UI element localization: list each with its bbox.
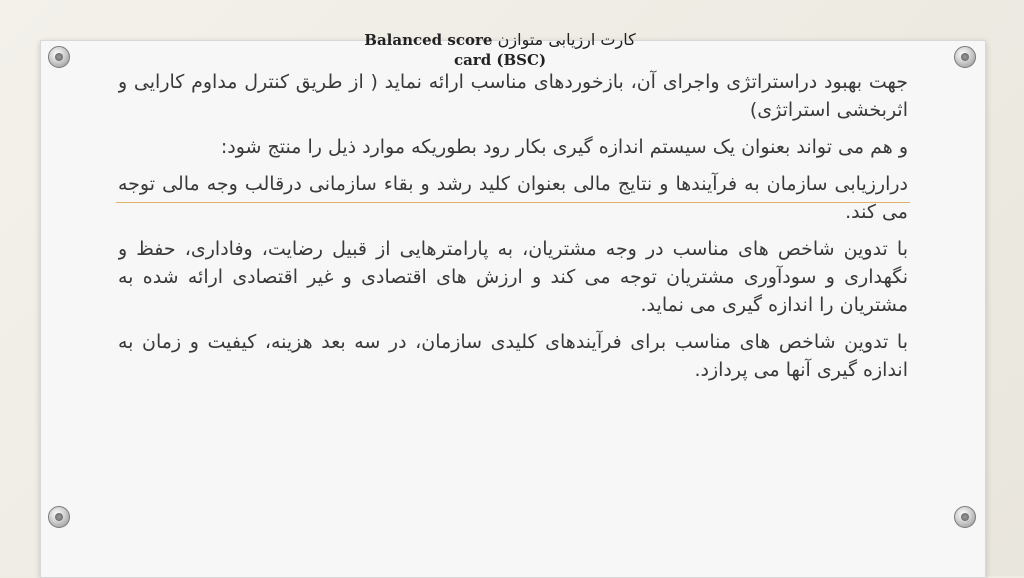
title-english-part2: card (BSC): [453, 51, 547, 69]
rivet-icon: [48, 506, 70, 528]
slide-title: [250, 30, 750, 70]
paragraph: درارزیابی سازمان به فرآیندها و نتایج مالی بعنوان کلید رشد و بقاء سازمانی درقالب وجه مالی توجه می کند.: [118, 173, 908, 223]
title-english-part1: Balanced score: [364, 31, 493, 49]
rivet-icon: [954, 506, 976, 528]
title-persian: کارت ارزیابی متوازن: [497, 30, 636, 49]
rivet-icon: [954, 46, 976, 68]
paragraph: با تدوین شاخص های مناسب برای فرآیندهای کلیدی سازمان، در سه بعد هزینه، کیفیت و زمان به اندازه گیری آنها می پردازد.: [118, 331, 908, 381]
paragraph: با تدوین شاخص های مناسب در وجه مشتریان، به پارامترهایی از قبیل رضایت، وفاداری، حفظ و نگهداری و سودآوری مشتریان توجه می کند و ارزش های اقتصادی و غیر اقتصادی ارائه شده به مشتریان را اندازه گیری می نماید.: [118, 238, 908, 316]
paragraph: جهت بهبود دراستراتژی واجرای آن، بازخوردهای مناسب ارائه نماید ( از طریق کنترل مداوم کارایی و اثربخشی استراتژی): [118, 71, 908, 121]
paragraph: و هم می تواند بعنوان یک سیستم اندازه گیری بکار رود بطوریکه موارد ذیل را منتج شود:: [220, 136, 908, 158]
rivet-icon: [48, 46, 70, 68]
slide-body: [118, 68, 908, 576]
